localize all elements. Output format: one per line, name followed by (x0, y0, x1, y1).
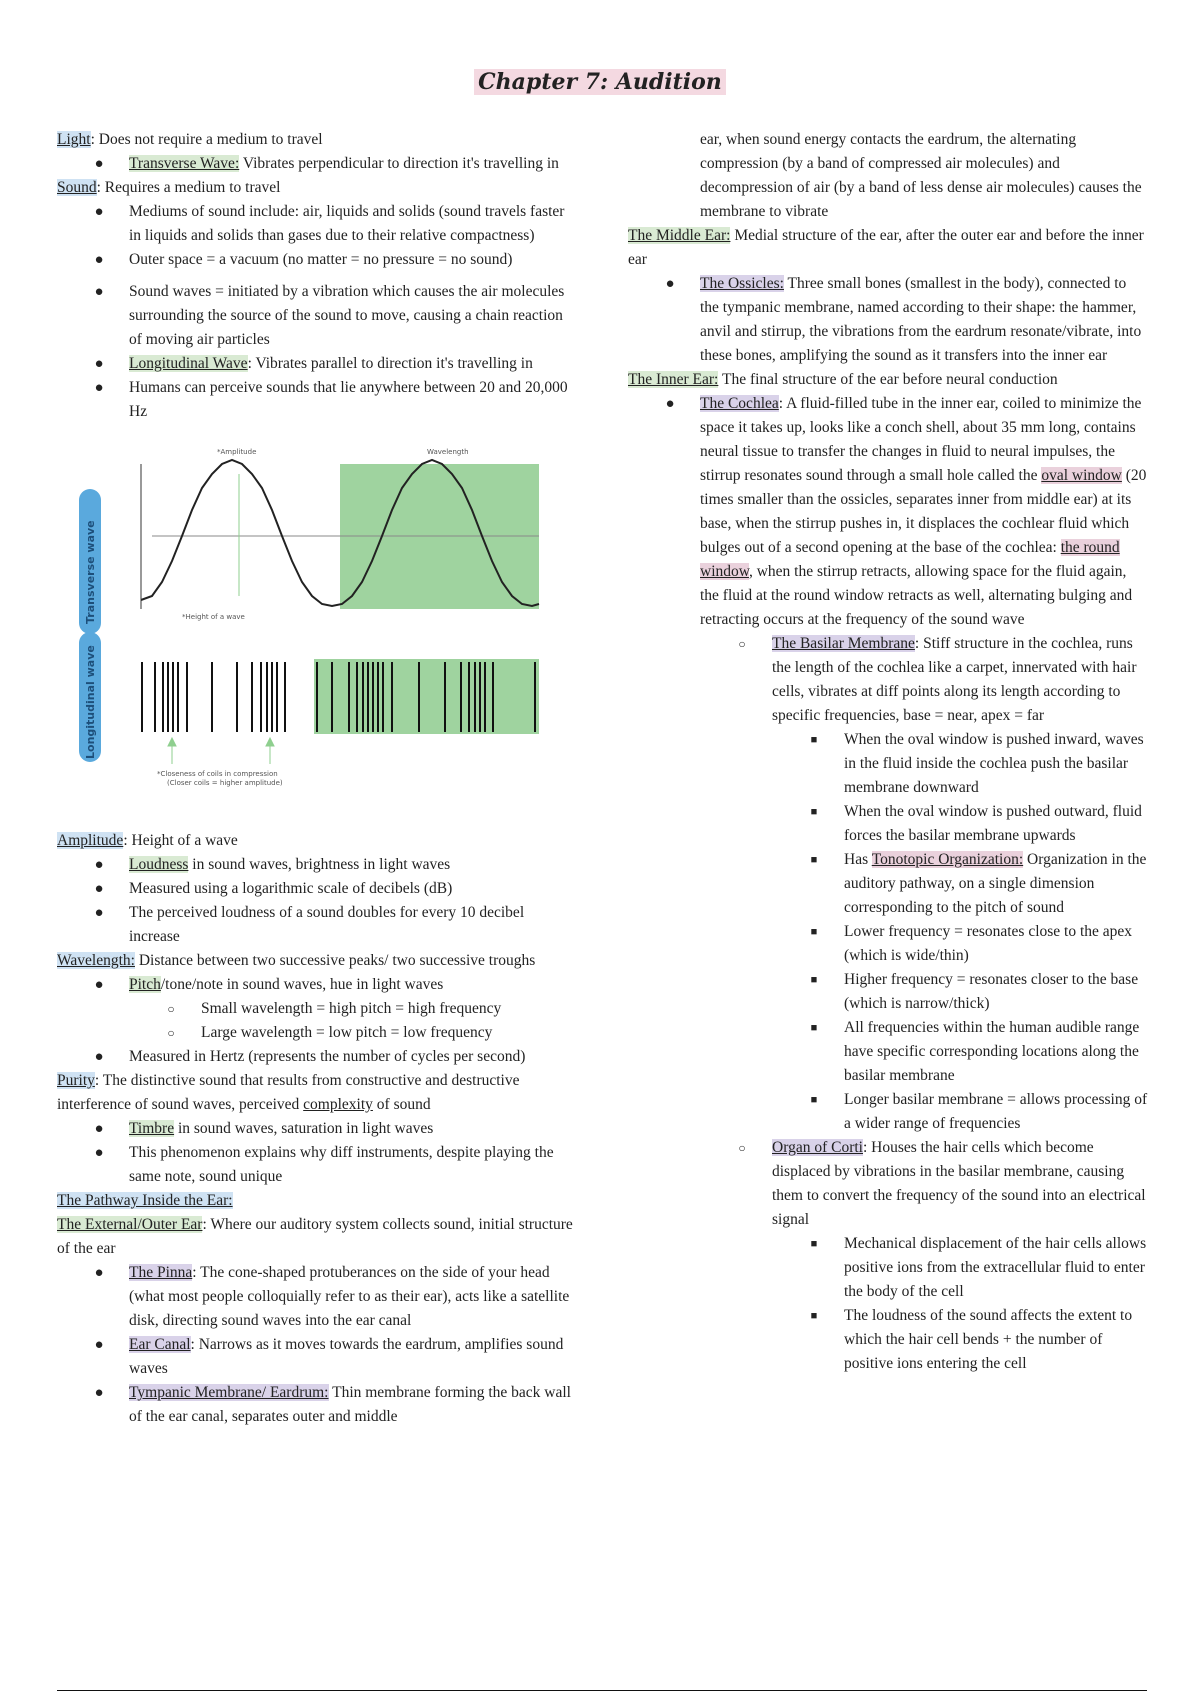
middle-ear-paragraph: The Middle Ear: Medial structure of the ear, after the outer ear and before the inner ear (628, 227, 1144, 268)
amplitude-paragraph: Amplitude: Height of a wave (57, 832, 238, 849)
list-item: ● Longitudinal Wave: Vibrates parallel to direction it's travelling in (94, 355, 533, 372)
list-item: ● The Pinna: The cone-shaped protuberances on the side of your head (what most people colloquially refer to as their ear), acts like a satellite disk, directing sound waves into the ear canal (94, 1264, 570, 1329)
outer-ear-paragraph: The External/Outer Ear: Where our auditory system collects sound, initial structure of the ear (57, 1216, 573, 1257)
list-item: ○ The Basilar Membrane: Stiff structure in the cochlea, runs the length of the cochlea like a carpet, innervated with hair cells, vibrates at diff points along its length according to specific frequencies, base = near, apex = far (738, 635, 1137, 724)
inner-ear-paragraph: The Inner Ear: The final structure of the ear before neural conduction (628, 371, 1058, 388)
list-item: ● Measured in Hertz (represents the number of cycles per second) (94, 1048, 526, 1065)
list-item: ● Transverse Wave: Vibrates perpendicular to direction it's travelling in (94, 155, 559, 172)
compression-arrows (168, 738, 274, 764)
pathway-heading: The Pathway Inside the Ear: (57, 1192, 233, 1209)
list-item: ■ Higher frequency = resonates closer to the base (which is narrow/thick) (810, 971, 1139, 1012)
list-item: ■ When the oval window is pushed outward, fluid forces the basilar membrane upwards (810, 803, 1142, 844)
closeness-label: *Closeness of coils in compression (157, 770, 278, 778)
light-paragraph: Light: Does not require a medium to travel (57, 131, 323, 148)
list-item: ■ Lower frequency = resonates close to the apex (which is wide/thin) (810, 923, 1133, 964)
amplitude-label: *Amplitude (217, 448, 257, 456)
longitudinal-tag-text: Longitudinal wave (84, 645, 97, 759)
list-item: ● The Ossicles: Three small bones (smallest in the body), connected to the tympanic membrane, named according to their shape: the hammer, anvil and stirrup, the vibrations from the eardrum resonate/vibrate, into these bones, amplifying the sound as it transfers into the inner ear (665, 275, 1142, 364)
list-item: ● Outer space = a vacuum (no matter = no pressure = no sound) (94, 251, 513, 268)
list-item: ● Timbre in sound waves, saturation in light waves (94, 1120, 434, 1137)
list-item: ■ Mechanical displacement of the hair cells allows positive ions from the extracellular fluid to enter the body of the cell (810, 1235, 1147, 1300)
transverse-tag-text: Transverse wave (84, 520, 97, 624)
list-item: ● Pitch/tone/note in sound waves, hue in light waves (94, 976, 444, 993)
list-item: ● Measured using a logarithmic scale of decibels (dB) (94, 880, 453, 897)
sound-paragraph: Sound: Requires a medium to travel (57, 179, 281, 196)
list-item: ● Ear Canal: Narrows as it moves towards the eardrum, amplifies sound waves (94, 1336, 564, 1377)
eardrum-continuation: ear, when sound energy contacts the eardrum, the alternating compression (by a band of compressed air molecules) and decompression of air (by a band of less dense air molecules) causes the membrane to vibrate (700, 131, 1142, 220)
light-term: Light (57, 131, 91, 148)
right-column (628, 128, 1148, 1376)
list-item: ○ Large wavelength = low pitch = low frequency (167, 1024, 493, 1041)
list-item: ■ Longer basilar membrane = allows processing of a wider range of frequencies (810, 1091, 1148, 1132)
list-item: ● The perceived loudness of a sound doubles for every 10 decibel increase (94, 904, 525, 945)
list-item: ● Tympanic Membrane/ Eardrum: Thin membrane forming the back wall of the ear canal, separates outer and middle (94, 1384, 571, 1425)
list-item: ■ Has Tonotopic Organization: Organization in the auditory pathway, on a single dimension corresponding to the pitch of sound (810, 851, 1147, 916)
wave-diagram (57, 424, 577, 829)
page-title: Chapter 7: Audition (0, 70, 1200, 94)
list-item: ● Sound waves = initiated by a vibration which causes the air molecules surrounding the source of the sound to move, causing a chain reaction of moving air particles (94, 283, 565, 348)
list-item: ● Humans can perceive sounds that lie anywhere between 20 and 20,000 Hz (94, 379, 568, 420)
purity-paragraph: Purity: The distinctive sound that results from constructive and destructive interference of sound waves, perceived complexity of sound (57, 1072, 520, 1113)
list-item: ● Mediums of sound include: air, liquids and solids (sound travels faster in liquids and solids than gases due to their relative compactness) (94, 203, 565, 244)
list-item: ● This phenomenon explains why diff instruments, despite playing the same note, sound unique (94, 1144, 554, 1185)
list-item: ○ Small wavelength = high pitch = high frequency (167, 1000, 502, 1017)
wavelength-label: Wavelength (427, 448, 469, 456)
list-item: ■ All frequencies within the human audible range have specific corresponding locations along the basilar membrane (810, 1019, 1140, 1084)
wavelength-paragraph: Wavelength: Distance between two successive peaks/ two successive troughs (57, 952, 536, 969)
list-item: ● The Cochlea: A fluid-filled tube in the inner ear, coiled to minimize the space it takes up, looks like a conch shell, about 35 mm long, contains neural tissue to transfer the changes in fluid to neural impulses, the stirrup resonates sound through a small hole called the oval window (20 times smaller than the ossicles, separates inner from middle ear) at its base, when the stirrup pushes in, it displaces the cochlear fluid which bulges out of a second opening at the base of the cochlea: the round window, when the stirrup retracts, allowing space for the fluid again, the fluid at the round window retracts as well, alternating bulging and retracting occurs at the frequency of the sound wave (665, 395, 1147, 628)
list-item: ■ The loudness of the sound affects the extent to which the hair cell bends + the number of positive ions entering the cell (810, 1307, 1133, 1372)
list-item: ● Loudness in sound waves, brightness in light waves (94, 856, 451, 873)
closer-label: (Closer coils = higher amplitude) (167, 779, 283, 787)
left-column (57, 128, 577, 1429)
list-item: ■ When the oval window is pushed inward, waves in the fluid inside the cochlea push the basilar membrane downward (810, 731, 1144, 796)
longitudinal-highlight (314, 659, 539, 734)
height-label: *Height of a wave (182, 613, 245, 621)
footer-rule (57, 1690, 1147, 1691)
list-item: ○ Organ of Corti: Houses the hair cells which become displaced by vibrations in the basilar membrane, causing them to convert the frequency of the sound into an electrical signal (738, 1139, 1146, 1228)
